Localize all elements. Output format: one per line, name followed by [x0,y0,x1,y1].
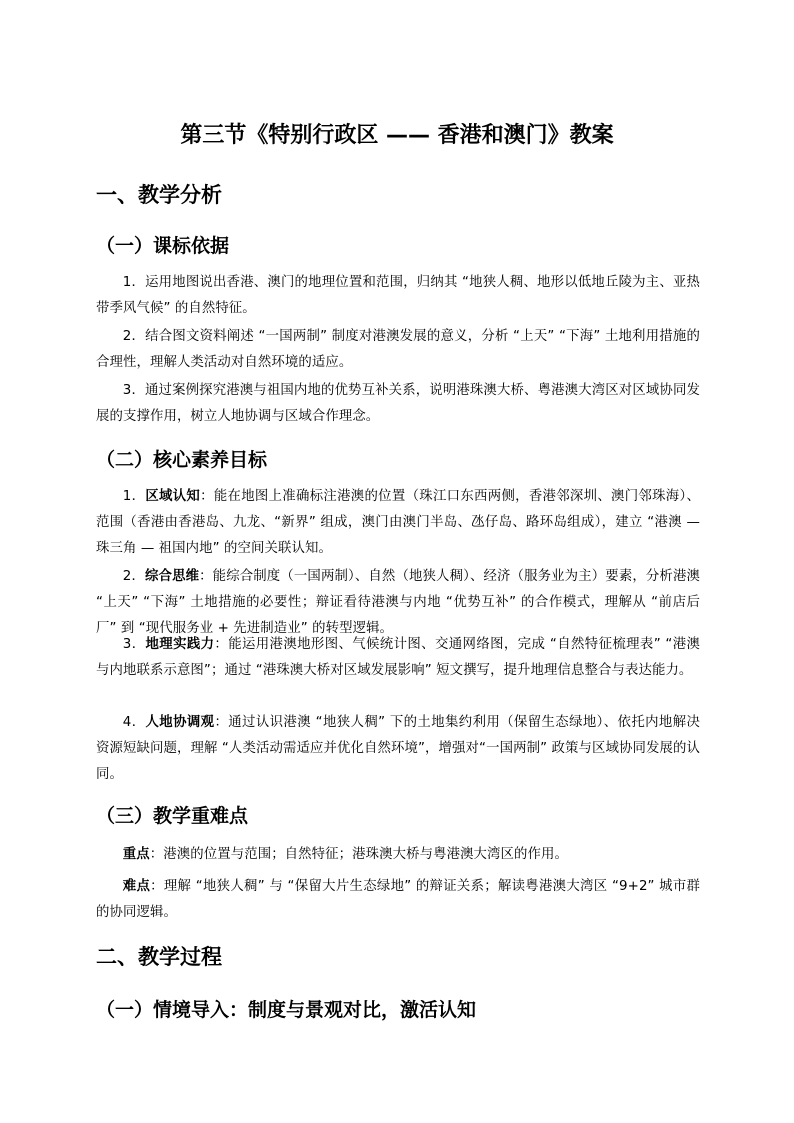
literacy-item-2-text: ：能综合制度（一国两制）、自然（地狭人稠）、经济（服务业为主）要素，分析港澳 “上天” “下海” 土地措施的必要性；辩证看待港澳与内地 “优势互补” 的合作模式，理解从 “前店后厂” 到 “现代服务业 + 先进制造业” 的转型逻辑。 [96,569,700,636]
literacy-item-1-prefix: 1． [122,489,146,504]
literacy-item-4-prefix: 4． [122,715,146,730]
document-title: 第三节《特别行政区 —— 香港和澳门》教案 [180,123,614,148]
literacy-item-1-text: ：能在地图上准确标注港澳的位置（珠江口东西两侧，香港邻深圳、澳门邻珠海）、范围（香港由香港岛、九龙、“新界” 组成，澳门由澳门半岛、氹仔岛、路环岛组成），建立 “港澳 — 珠三角 — 祖国内地” 的空间关联认知。 [96,489,700,556]
literacy-item-3-prefix: 3． [122,637,146,652]
literacy-item-4-text: ：通过认识港澳 “地狭人稠” 下的土地集约利用（保留生态绿地）、依托内地解决资源短缺问题，理解 “人类活动需适应并优化自然环境”，增强对“一国两制” 政策与区域协同发展的认同。 [96,715,700,782]
difficult-points [96,874,700,926]
subsection-heading-key-difficult-points: （三）教学重难点 [96,805,249,827]
curriculum-item-2: 2．结合图文资料阐述 “一国两制” 制度对港澳发展的意义，分析 “上天” “下海” 土地利用措施的合理性，理解人类活动对自然环境的适应。 [96,329,700,370]
curriculum-item-1: 1．运用地图说出香港、澳门的地理位置和范围，归纳其 “地狭人稠、地形以低地丘陵为主、亚热带季风气候” 的自然特征。 [96,275,700,316]
curriculum-item-3: 3．通过案例探究港澳与祖国内地的优势互补关系，说明港珠澳大桥、粤港澳大湾区对区域协同发展的支撑作用，树立人地协调与区域合作理念。 [96,383,700,424]
key-points [96,842,700,868]
key-points-label: 重点 [122,847,150,862]
key-points-text: ：港澳的位置与范围；自然特征；港珠澳大桥与粤港澳大湾区的作用。 [149,847,568,862]
section-heading-teaching-analysis: 一、教学分析 [96,183,222,207]
subsection-heading-curriculum-basis: （一）课标依据 [96,235,230,257]
literacy-item-3-text: ：能运用港澳地形图、气候统计图、交通网络图，完成 “自然特征梳理表” “港澳与内地联系示意图”；通过 “港珠澳大桥对区域发展影响” 短文撰写，提升地理信息整合与表达能力。 [96,637,700,678]
literacy-item-1 [96,484,700,562]
literacy-item-3 [96,632,700,684]
difficult-points-label: 难点 [122,879,151,894]
subsection-heading-core-literacy: （二）核心素养目标 [96,449,268,471]
literacy-item-2 [96,564,700,642]
literacy-item-2-prefix: 2． [122,569,145,584]
difficult-points-text: ：理解 “地狭人稠” 与 “保留大片生态绿地” 的辩证关系；解读粤港澳大湾区 “9+2” 城市群的协同逻辑。 [96,879,701,920]
subsection-heading-scenario-intro: （一）情境导入：制度与景观对比，激活认知 [96,999,477,1021]
section-heading-teaching-process: 二、教学过程 [96,945,222,969]
literacy-item-1-label: 区域认知 [145,489,201,504]
literacy-item-4 [96,710,700,788]
literacy-item-3-label: 地理实践力 [145,637,215,652]
literacy-item-2-label: 综合思维 [145,569,200,584]
literacy-item-4-label: 人地协调观 [145,715,215,730]
